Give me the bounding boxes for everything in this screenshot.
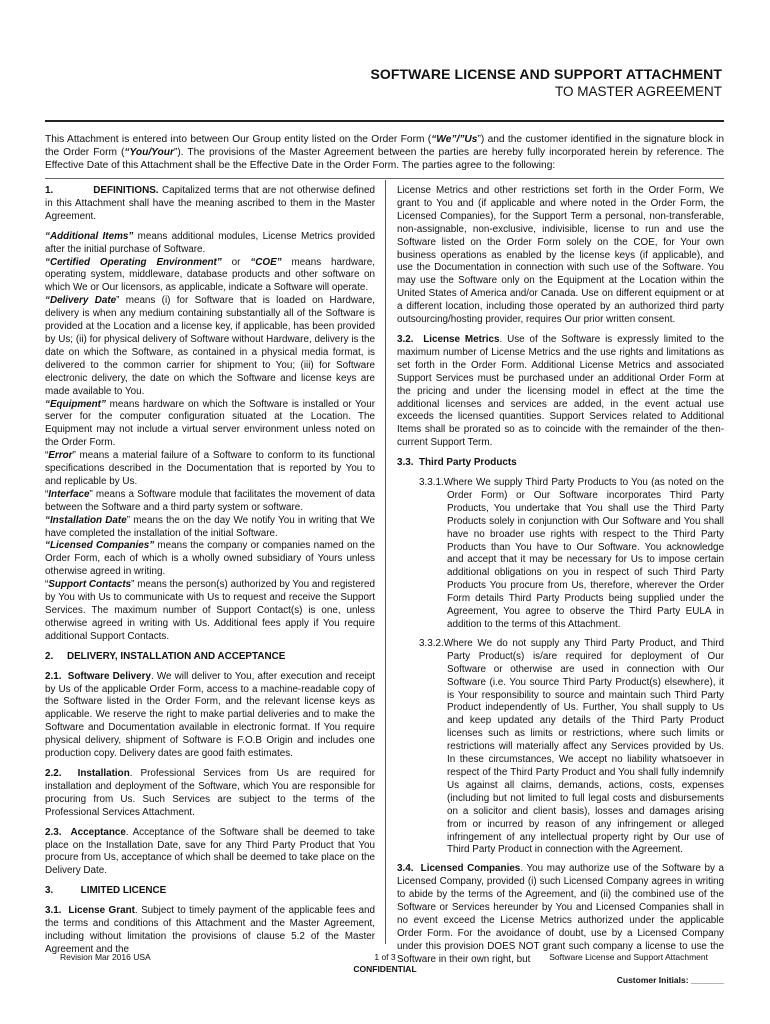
def-equipment: [45, 399, 375, 451]
definition-text: or: [221, 256, 251, 268]
definition-term: “Delivery Date: [45, 295, 117, 307]
definition-term: “Installation Date: [45, 514, 127, 526]
def-additional-items: [45, 231, 375, 257]
definition-text: ” means the person(s) authorized by You and registered by You with Us to communicate with Us to request and receive the Support Services. The maximum number of Support Contact(s) is one, unless otherwise agreed in writing with Us. Additional fees apply if You require additional Support Contacts.: [45, 579, 375, 642]
definition-term: “COE”: [250, 256, 282, 268]
subsection-text: . You may authorize use of the Software by a Licensed Company, provided (i) such Licensed Company agrees in writing to abide by the terms of the Agreement, and (ii) the combined use of the Software or Services hereunder by You and Licensed Companies shall in no event exceed the License Metrics authorized under the applicable Order Form. For the avoidance of doubt, use by a Licensed Company under this provision DOES NOT grant such company a license to use the Software in their own right, but: [397, 863, 724, 965]
we-us-term: “We”/”Us: [431, 134, 478, 145]
definition-text: ” means the on the day We notify You in writing that We have completed the installation of the initial Software.: [45, 514, 375, 539]
intro-paragraph: [45, 133, 724, 173]
section-3-2: [397, 334, 724, 450]
section-3-3-1: 3.3.1.Where We supply Third Party Products to You (as noted on the Order Form) or Our Software incorporates Third Party Products, You undertake that You shall use the Third Party Products solely in conjunction with Our Software and You shall have no broader use rights with respect to the Third Party Products than You have to Our Software. You acknowledge and accept that it may be necessary for Us to impose certain additional obligations on you in respect of such Third Party Products You procure from Us, therefore, wherever the Order Form details Third Party Products being supplied under the Agreement, You agree to observe the Third Party EULA in addition to the terms of this Attachment.: [419, 477, 724, 630]
document-title: SOFTWARE LICENSE AND SUPPORT ATTACHMENT: [370, 66, 722, 82]
def-coe: [45, 257, 375, 296]
definition-term: “Equipment”: [45, 398, 106, 410]
definition-text: means additional modules, License Metrics provided after the initial purchase of Software.: [45, 230, 376, 255]
section-2-3: [45, 827, 375, 879]
def-error: “Error” means a material failure of a Software to conform to its functional specifications described in the Documentation that is reported by You to and replicable by Us.: [45, 450, 375, 487]
section-3-1-continued: License Metrics and other restrictions set forth in the Order Form, We grant to You and (if applicable and where noted in the Order Form, the Licensed Companies), for the Support Term a personal, non-transferable, non-assignable, non-exclusive, indivisible, license to run and use the Software listed on the Order Form solely on the COE, for Your own business operations as enabled by the license keys (if applicable), and use the Documentation in connection with such use of the Software. You may use the Software only on the Equipment at the Location within the United States of America and/or Canada. Use on different equipment or at a different location, including those operated by an authorized third party outsourcing/hosting provider, requires Our prior written consent.: [397, 185, 724, 326]
definition-text: means hardware on which the Software is installed or Your server for the computer configuration situated at the Location. The Equipment may not include a virtual server environment unless noted on the Order Form.: [45, 398, 375, 449]
subsection-text: . Use of the Software is expressly limited to the maximum number of License Metrics and the use rights and limitations as set forth in the Order Form. Additional License Metrics and associated Support Services must be purchased under an additional Order Form at the pricing and under the licensing model in effect at the time the additional licenses and services are added, in the event actual use exceeds the licensed quantities. Support Services related to Additional Items shall be prorated so as to coincide with the remainder of the then-current Support Term.: [397, 333, 724, 449]
section-2-1: [45, 671, 375, 761]
section-3-heading: 3. LIMITED LICENCE: [45, 885, 167, 897]
def-support-contacts: “Support Contacts” means the person(s) authorized by You and registered by You with Us to communicate with Us to request and receive the Support Services. The maximum number of Support Contact(s) is one, unless otherwise agreed in writing with Us. Additional fees apply if You require additional Support Contacts.: [45, 579, 375, 642]
definition-text: ” means (i) for Software that is loaded on Hardware, delivery is when any medium containing substantially all of the Software is provided at the Location and a license key, if applicable, has been provided by Us; (ii) for physical delivery of Software without Hardware, delivery is the date on which the Software, as contained in a physical media format, is delivered to the common carrier for shipment to You; (iii) for Software electronic delivery, the date on which the Software and license keys are made available to You.: [45, 295, 376, 397]
footer-confidential: CONFIDENTIAL: [353, 964, 417, 974]
document-subtitle: TO MASTER AGREEMENT: [554, 84, 722, 99]
subsection-heading: 3.4. Licensed Companies: [397, 863, 521, 875]
def-delivery-date: [45, 295, 375, 398]
customer-initials-field[interactable]: Customer Initials: _______: [616, 975, 724, 985]
section-3-3-2: 3.3.2.Where We do not supply any Third Party Product, and Third Party Product(s) is/are required for deployment of Our Software or otherwise are used in connection with Our Software (i.e. You source Third Party Product(s) elsewhere), it is Your responsibility to source and maintain such Third Party Product independently of Us. Further, You shall supply to Us and keep updated any details of the Third Party Product licenses such as limits or restrictions, where such limits or restrictions will materially affect any Services provided by Us. In these circumstances, We accept no liability whatsoever in respect of the Third Party Product and You shall fully indemnify Us against all claims, demands, actions, costs, expenses (including but not limited to full legal costs and disbursements on a solicitor and client basis), losses and damages arising from or incurred by reason of any infringement or alleged infringement of any intellectual property right by Our use of Third Party Product in connection with the Agreement.: [419, 637, 724, 856]
footer-page-number: 1 of 3: [374, 952, 396, 962]
subsection-heading: 2.2. Installation: [45, 767, 130, 779]
intro-text-1: This Attachment is entered into between Our Group entity listed on the Order Form (: [45, 134, 432, 145]
subsection-heading: 3.1. License Grant: [45, 905, 135, 917]
definition-term: Error: [48, 450, 73, 462]
header-divider: [45, 120, 724, 122]
section-3-3-heading: 3.3. Third Party Products: [397, 457, 517, 469]
definition-text: means the company or companies named on the Order Form, each of which is a wholly owned subsidiary of Yours unless otherwise agreed in writing.: [45, 540, 375, 578]
intro-text-3: ”). The provisions of the Master Agreement between the parties are hereby fully incorporated herein by reference. The Effective Date of this Attachment shall be the Effective Date in the Order Form. The parties agree to the following:: [45, 147, 724, 172]
left-column: [45, 185, 375, 964]
footer-doc-name: Software License and Support Attachment: [549, 952, 708, 962]
you-term: “You/Your: [124, 147, 174, 159]
definition-term: Interface: [48, 488, 90, 500]
subsection-heading: 3.2. License Metrics: [397, 333, 500, 345]
definition-text: means hardware, operating system, middleware, database products and other software on which We or Our licensors, as applicable, indicate a Software will operate.: [45, 256, 375, 294]
subsection-heading: 2.1. Software Delivery: [45, 670, 152, 682]
definition-term: “Licensed Companies”: [45, 540, 155, 552]
intro-divider: [45, 178, 724, 179]
definition-term: Support Contacts: [48, 579, 132, 591]
section-heading: DEFINITIONS.: [93, 185, 159, 196]
subsection-text: . Professional Services from Us are required for installation and deployment of the Software, which You are responsible for procuring from Us. Such Services are subject to the terms of the Professional Services Attachment.: [45, 767, 375, 818]
def-installation-date: [45, 515, 375, 541]
def-interface: “Interface” means a Software module that facilitates the movement of data between the Software and a third party system or software.: [45, 488, 375, 513]
section-2-heading: 2. DELIVERY, INSTALLATION AND ACCEPTANCE: [45, 650, 286, 662]
def-licensed-companies: [45, 540, 375, 579]
right-column: [397, 185, 724, 974]
subsection-text: . We will deliver to You, after execution and receipt by Us of the applicable Order Form, access to a machine-readable copy of the Software listed in the Order Form, and the relevant license keys as applicable. We reserve the right to make partial deliveries and to make the Software and Documentation available in electronic format. If You require physical delivery, shipment of Software is F.O.B Origin and includes one production copy. Delivery dates are good faith estimates.: [45, 670, 376, 760]
section-3-1: [45, 905, 375, 957]
subsection-heading: 2.3. Acceptance: [45, 826, 126, 838]
definition-term: “Certified Operating Environment”: [45, 256, 222, 268]
footer-revision: Revision Mar 2016 USA: [60, 952, 151, 962]
subsection-text: . Subject to timely payment of the applicable fees and the terms and conditions of this Attachment and the Master Agreement, including without limitation the provisions of clause 5.2 of the Master Agreement and the: [45, 905, 375, 955]
section-1-definitions: [45, 185, 375, 224]
section-number: 1.: [45, 185, 54, 196]
section-text: Capitalized terms that are not otherwise defined in this Attachment shall have the meaning ascribed to them in the Master Agreement.: [45, 185, 375, 222]
intro-text-2: ”) and the customer identified in the signature block in the Order Form (: [45, 134, 724, 159]
subsection-text: . Acceptance of the Software shall be deemed to take place on the Installation Date, save for any Third Party Product that You procure from Us, acceptance of which shall be deemed to take place on the Delivery Date.: [45, 826, 375, 877]
column-divider: [385, 180, 386, 944]
definition-text: ” means a material failure of a Software to conform to its functional specifications described in the Documentation that is reported by You to and replicable by Us.: [45, 450, 375, 487]
definition-term: “Additional Items”: [45, 230, 134, 242]
definition-text: ” means a Software module that facilitates the movement of data between the Software and a third party system or software.: [45, 488, 375, 513]
section-2-2: [45, 768, 375, 820]
